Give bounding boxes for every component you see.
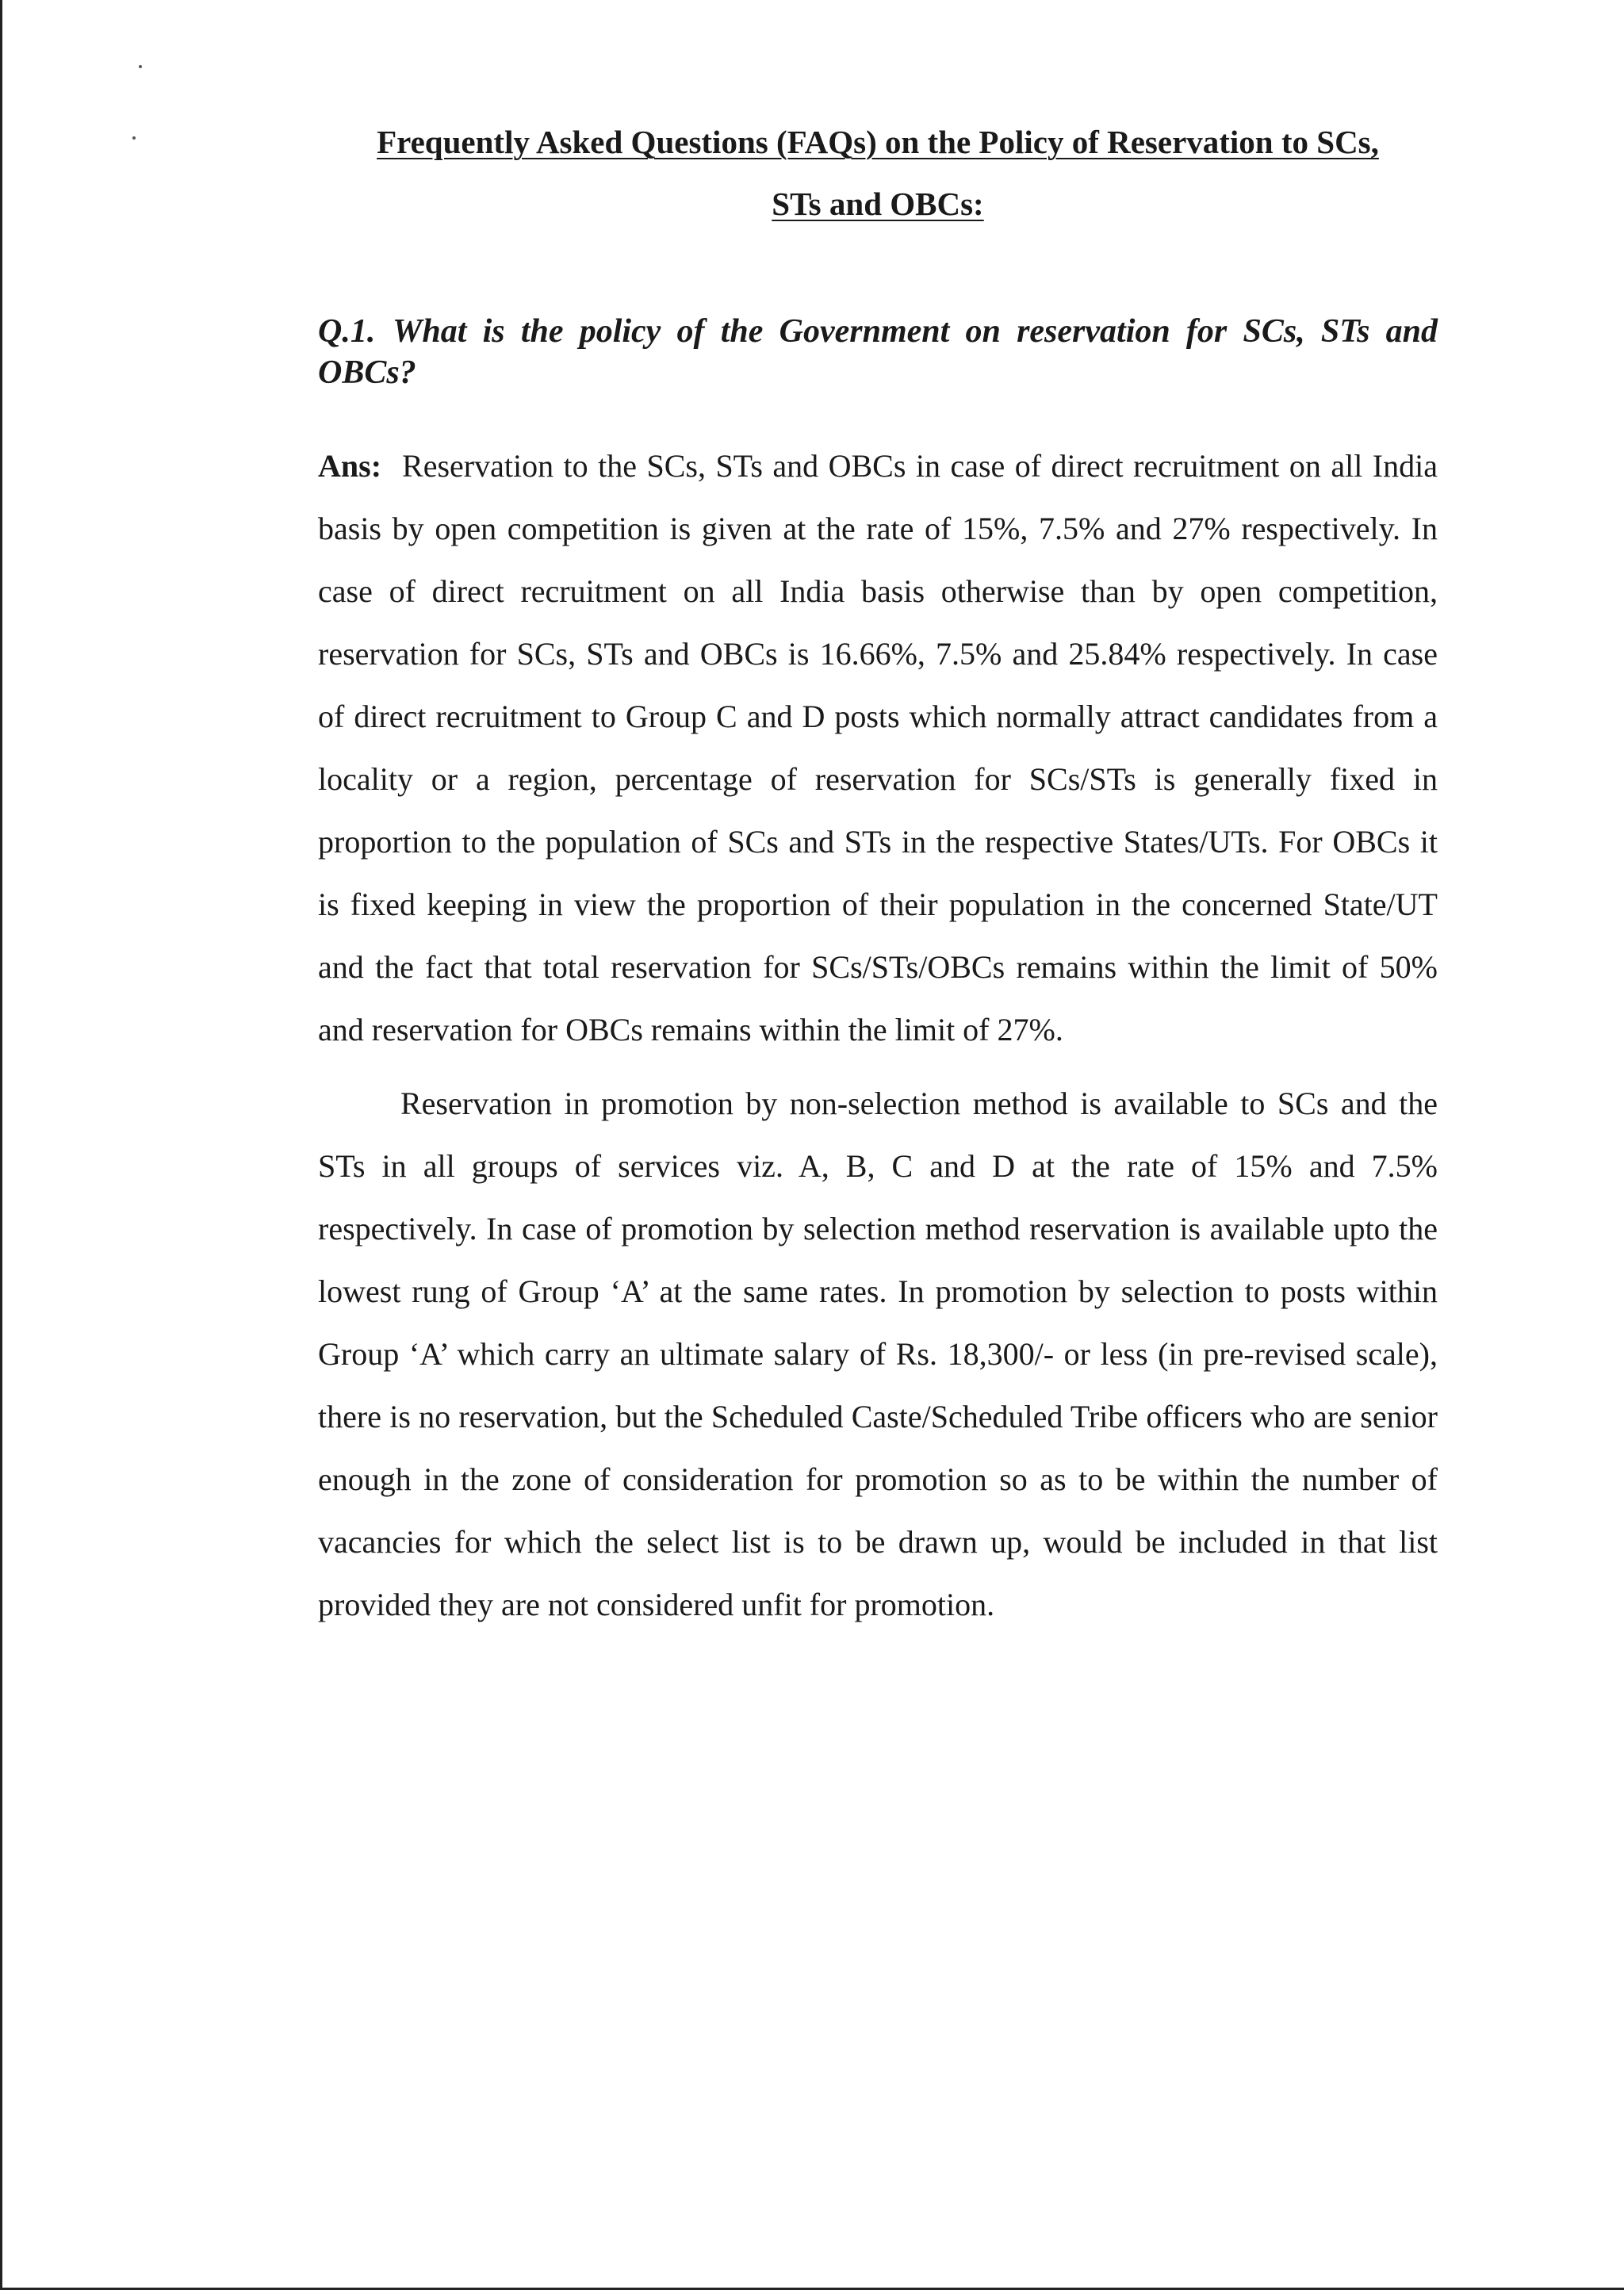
question bbox=[318, 311, 1438, 393]
answer-text: Reservation to the SCs, STs and OBCs in case of direct recruitment on all India basis by open competition is given at the rate of 15%, 7.5% and 27% respectively. In case of direct recruitment on all India basis otherwise than by open competition, reservation for SCs, STs and OBCs is 16.66%, 7.5% and 25.84% respectively. In case of direct recruitment to Group C and D posts which normally attract candidates from a locality or a region, percentage of reservation for SCs/STs is generally fixed in proportion to the population of SCs and STs in the respective States/UTs. For OBCs it is fixed keeping in view the proportion of their population in the concerned State/UT and the fact that total reservation for SCs/STs/OBCs remains within the limit of 50% and reservation for OBCs remains within the limit of 27%. bbox=[318, 448, 1438, 1047]
title-line-1: Frequently Asked Questions (FAQs) on the Policy of Reservation to SCs, bbox=[377, 124, 1379, 160]
question-number: Q.1. bbox=[318, 313, 376, 350]
document-body bbox=[318, 111, 1438, 1636]
scan-speck bbox=[139, 65, 142, 68]
faq-item bbox=[318, 311, 1438, 1636]
question-text: What is the policy of the Government on reservation for SCs, STs and OBCs? bbox=[318, 313, 1438, 391]
answer-label: Ans: bbox=[318, 448, 382, 484]
document-title bbox=[318, 111, 1438, 235]
scan-speck bbox=[132, 136, 136, 140]
title-line-2: STs and OBCs: bbox=[772, 186, 984, 222]
answer-paragraph bbox=[318, 435, 1438, 1061]
answer-paragraph-2: Reservation in promotion by non-selection method is available to SCs and the STs in all groups of services viz. A, B, C and D at the rate of 15% and 7.5% respectively. In case of promotion by selection method reservation is available upto the lowest rung of Group ‘A’ at the same rates. In promotion by selection to posts within Group ‘A’ which carry an ultimate salary of Rs. 18,300/- or less (in pre-revised scale), there is no reservation, but the Scheduled Caste/Scheduled Tribe officers who are senior enough in the zone of consideration for promotion so as to be within the number of vacancies for which the select list is to be drawn up, would be included in that list provided they are not considered unfit for promotion. bbox=[318, 1086, 1438, 1622]
